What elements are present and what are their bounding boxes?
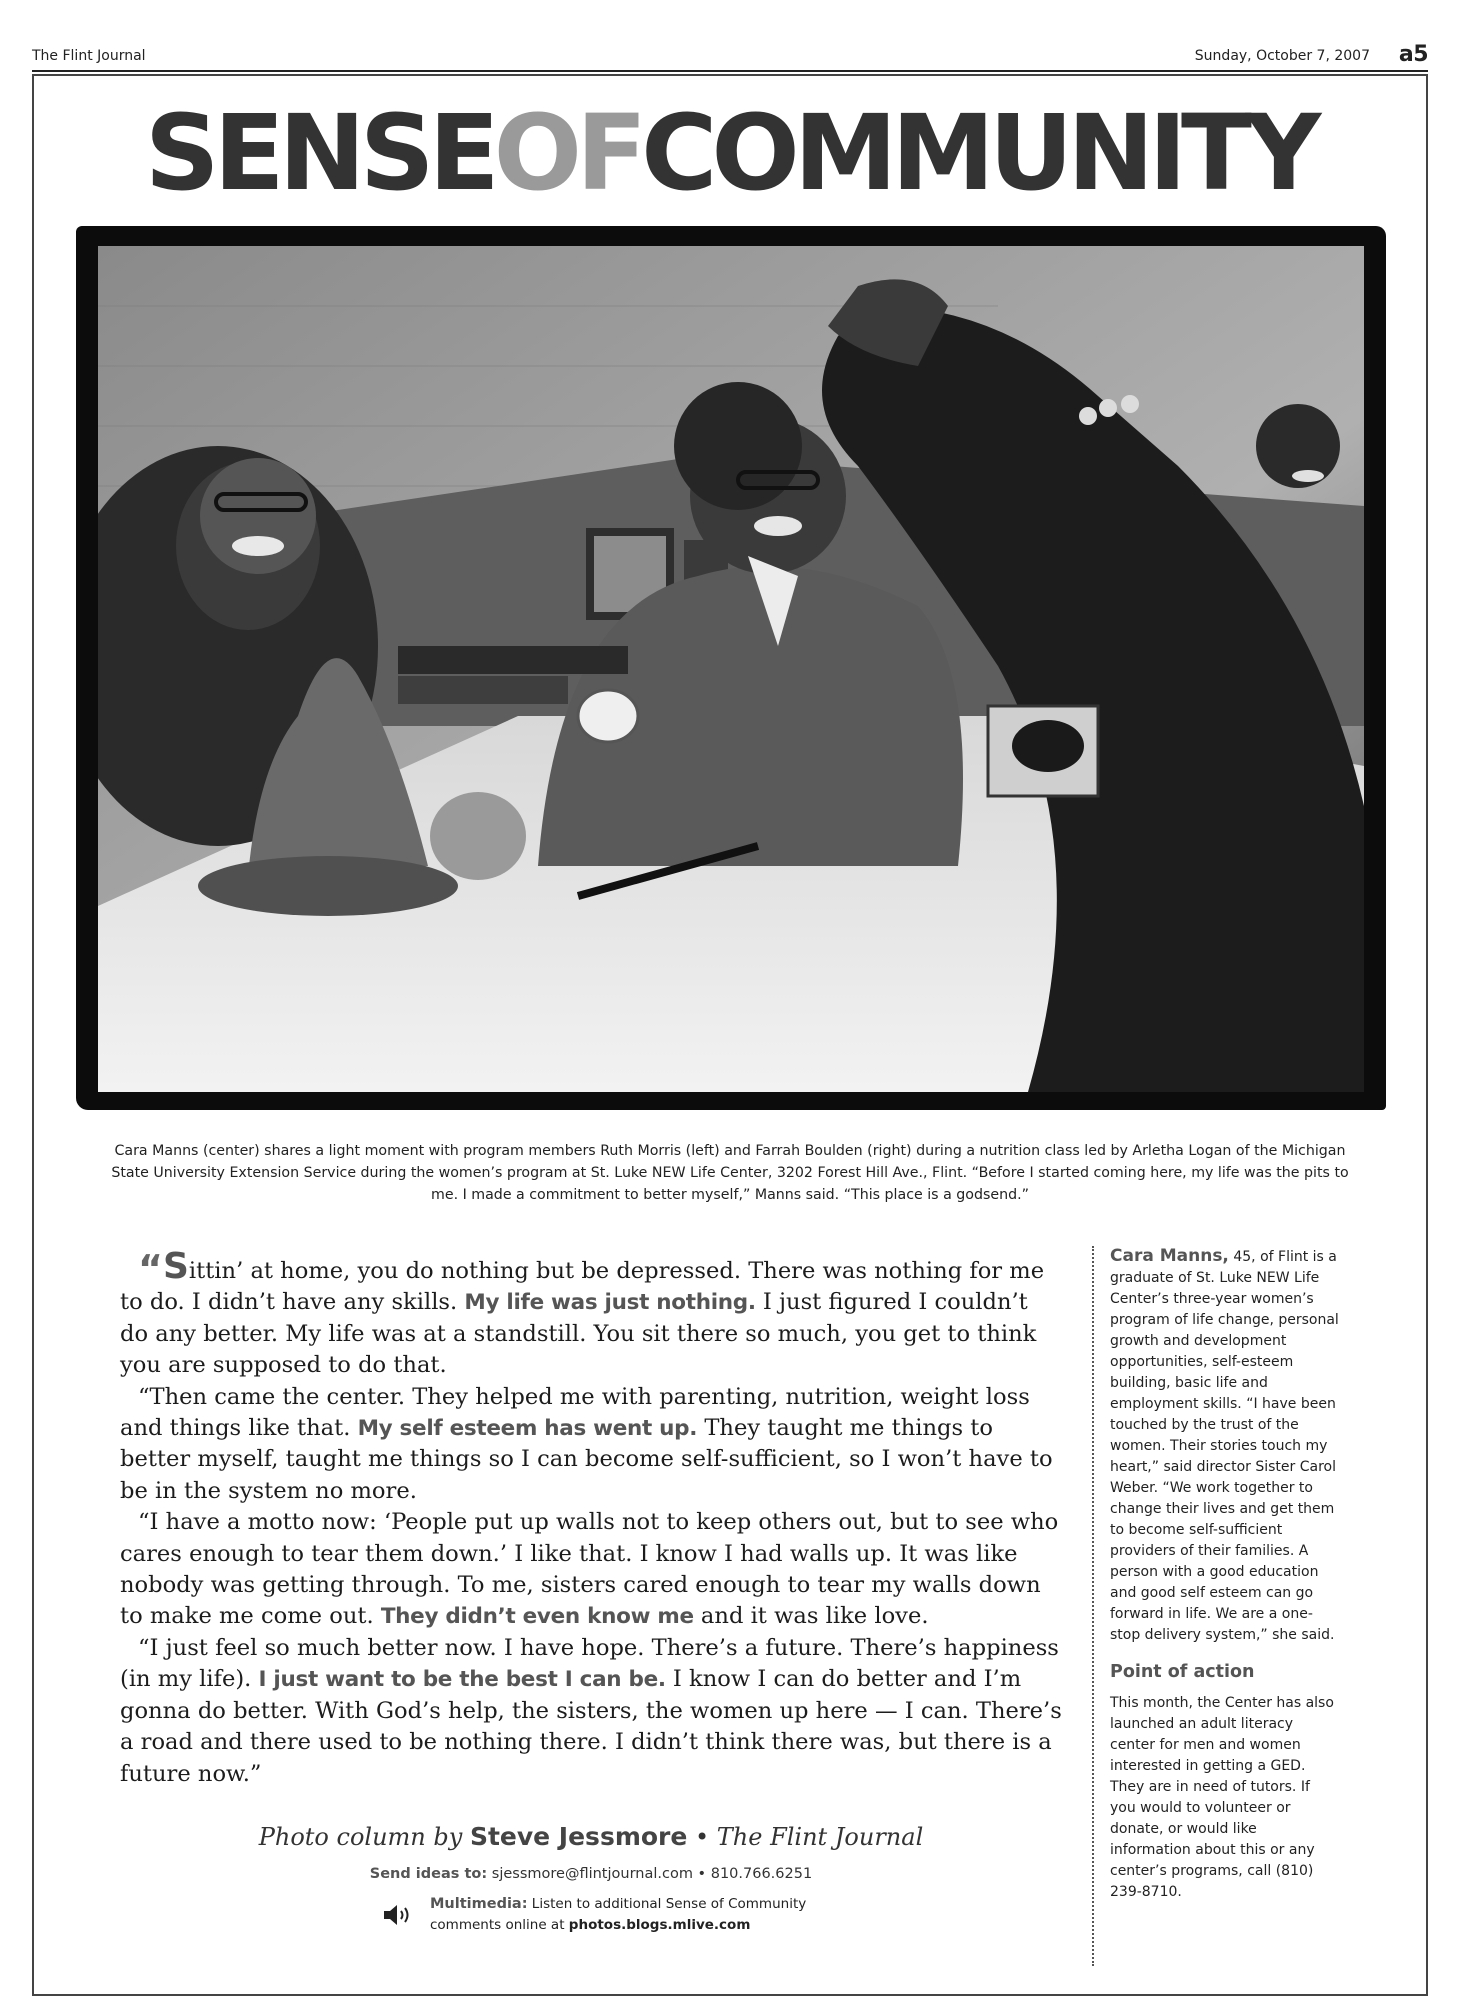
title-sense: SENSE bbox=[144, 92, 494, 214]
page-number: a5 bbox=[1398, 42, 1428, 67]
drop-cap: S bbox=[162, 1246, 189, 1287]
send-ideas bbox=[120, 1866, 1062, 1882]
point-of-action-text: This month, the Center has also launched an adult literacy center for men and women interested in getting a GED. They are in need of tutors. If you would to volunteer or donate, or would like information about this or any center’s programs, call (810) 239-8710. bbox=[1110, 1695, 1334, 1900]
header-rule bbox=[32, 70, 1428, 72]
quote-paragraph bbox=[120, 1507, 1062, 1633]
quote-highlight: I just want to be the best I can be. bbox=[258, 1667, 666, 1693]
sidebar-bio-text: 45, of Flint is a graduate of St. Luke NEW Life Center’s three-year women’s program of life change, personal growth and development opportunities, self-esteem building, basic life and employment skills. “I have been touched by the trust of the women. Their stories touch my heart,” said director Sister Carol Weber. “We work together to change their lives and get them to become self-sufficient providers of their families. A person with a good education and good self esteem can go forward in life. We are a one-stop delivery system,” she said. bbox=[1110, 1249, 1339, 1643]
photo-column-credit bbox=[120, 1822, 1062, 1851]
quote-text: ittin’ at home, you do nothing but be depressed. There was nothing for me to do. I didn’t have any skills. bbox=[120, 1258, 1045, 1316]
multimedia-label: Multimedia: bbox=[430, 1896, 528, 1912]
quote-text: and it was like love. bbox=[693, 1603, 929, 1630]
quote-paragraph bbox=[120, 1633, 1062, 1790]
credit-separator: • bbox=[687, 1823, 717, 1851]
quote-text: I know I can do better and I’m gonna do better. With God’s help, the sisters, the women up here — I can. There’s a road and there used to be nothing there. I didn’t think there was, but there is a future now.” bbox=[120, 1666, 1062, 1787]
credit-prefix: Photo column by bbox=[258, 1823, 470, 1851]
multimedia-link[interactable]: photos.blogs.mlive.com bbox=[568, 1917, 751, 1933]
page-header bbox=[32, 44, 1428, 70]
quote-text: “Then came the center. They helped me with parenting, nutrition, weight loss and things like that. bbox=[120, 1383, 1030, 1442]
sidebar bbox=[1110, 1246, 1340, 1903]
point-of-action-heading: Point of action bbox=[1110, 1662, 1255, 1682]
speaker-icon bbox=[382, 1904, 418, 1926]
section-title bbox=[0, 92, 1460, 214]
quote-text: “I have a motto now: ‘People put up walls not to keep others out, but to see who cares enough to tear them down.’ I like that. I know I had walls up. It was like nobody was getting through. To me, sisters cared enough to tear my walls down to make me come out. bbox=[120, 1509, 1059, 1630]
publication-name: The Flint Journal bbox=[32, 48, 146, 64]
photo-illustration bbox=[98, 246, 1364, 1092]
sidebar-bio bbox=[1110, 1246, 1340, 1646]
quote-column bbox=[120, 1246, 1062, 1790]
quote-text: They taught me things to better myself, taught me things so I can become self-sufficient, so I won’t have to be in the system no more. bbox=[120, 1415, 1053, 1504]
title-of: OF bbox=[493, 92, 642, 214]
open-quote-mark: “ bbox=[138, 1247, 163, 1291]
send-ideas-label: Send ideas to: bbox=[369, 1866, 488, 1882]
quote-text: I just figured I couldn’t do any better. My life was at a standstill. You sit there so much, you get to think you are supposed to do that. bbox=[120, 1289, 1037, 1379]
send-ideas-contact: sjessmore@flintjournal.com • 810.766.6251 bbox=[487, 1866, 813, 1882]
title-community: COMMUNITY bbox=[641, 92, 1316, 214]
quote-text: “I just feel so much better now. I have hope. There’s a future. There’s happiness (in my life). bbox=[120, 1634, 1059, 1693]
quote-paragraph bbox=[120, 1246, 1062, 1382]
quote-highlight: My self esteem has went up. bbox=[357, 1416, 698, 1442]
column-divider bbox=[1092, 1246, 1094, 1966]
quote-highlight: My life was just nothing. bbox=[464, 1290, 756, 1316]
credit-paper: The Flint Journal bbox=[716, 1823, 924, 1851]
photo-caption: Cara Manns (center) shares a light moment with program members Ruth Morris (left) and Farrah Boulden (right) during a nutrition class led by Arletha Logan of the Michigan State University Extension Service during the women’s program at St. Luke NEW Life Center, 3202 Forest Hill Ave., Flint. “Before I started coming here, my life was the pits to me. I made a commitment to better myself,” Manns said. “This place is a godsend.” bbox=[111, 1143, 1349, 1203]
quote-highlight: They didn’t even know me bbox=[380, 1604, 694, 1630]
sidebar-lead-name: Cara Manns, bbox=[1110, 1246, 1229, 1266]
feature-photo bbox=[98, 246, 1364, 1092]
issue-date: Sunday, October 7, 2007 bbox=[1194, 48, 1370, 64]
photographer-name: Steve Jessmore bbox=[469, 1822, 688, 1851]
quote-paragraph bbox=[120, 1382, 1062, 1508]
multimedia-text: Listen to additional Sense of Community comments online at bbox=[430, 1896, 807, 1933]
